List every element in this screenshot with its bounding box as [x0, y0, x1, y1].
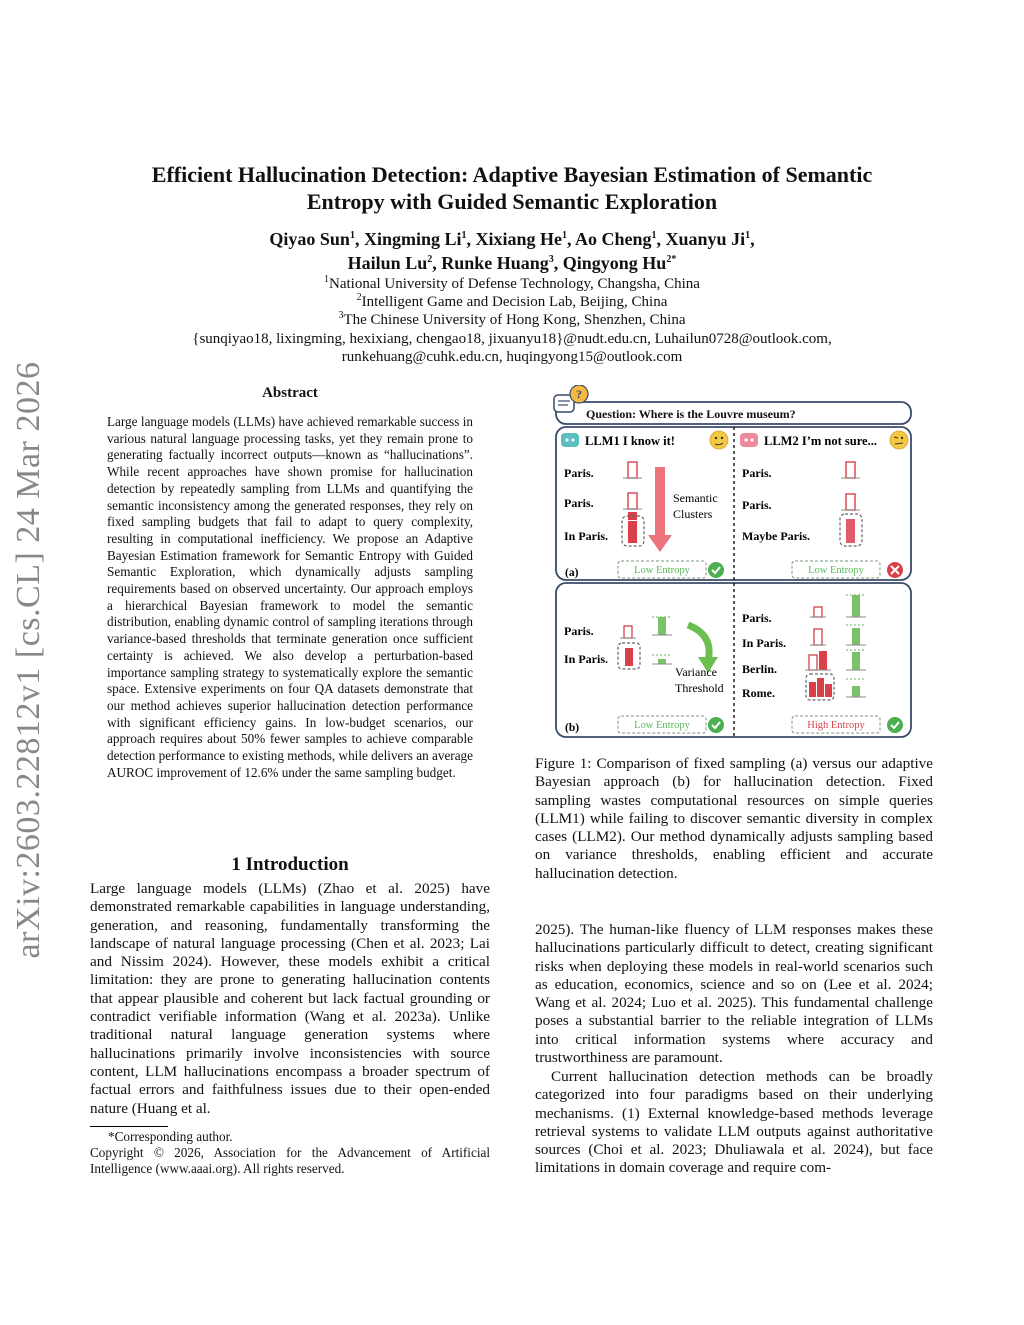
affiliation-1-text: National University of Defense Technology, Changsha, China: [329, 276, 700, 292]
b-llm1-result: Low Entropy: [634, 720, 690, 731]
author-name: Qingyong Hu: [562, 253, 667, 273]
a-llm2-result: Low Entropy: [808, 565, 864, 576]
author-affiliation-sup: 1: [745, 230, 751, 241]
b-llm2-answer-2: In Paris.: [742, 636, 787, 650]
authors-line2: Hailun Lu$^2$, Runke Huang$^3$, Qingyong $Hu^{2*}$: [347, 253, 677, 273]
a-llm2-answer-1: Paris.: [742, 466, 772, 480]
a-llm1-answer-2: Paris.: [564, 496, 594, 510]
paper-title-line2: Entropy with Guided Semantic Exploration: [306, 189, 718, 214]
panel-a-tag: (a): [565, 567, 579, 579]
author-name: Xingming Li: [363, 229, 462, 249]
llm2-bot-icon: [740, 433, 758, 447]
b-llm2-result: High Entropy: [807, 720, 865, 731]
figure-question: Question: Where is the Louvre museum?: [586, 407, 796, 421]
affiliation-3: [0, 311, 1024, 330]
affiliation-2: [0, 293, 1024, 312]
footnote-corresponding: *Corresponding author.: [108, 1129, 233, 1144]
abstract-body: Large language models (LLMs) have achieved remarkable success in various natural language processing tasks, yet they remain prone to generating factually incorrect outputs—known as “hallucinations”. While recent approaches have shown promise for hallucination detection by repeatedly sampling from LLMs and quantifying the semantic inconsistency among the generated responses, they rely on fixed sampling budgets that fail to adapt to query complexity, resulting in computational inefficiency. We propose an Adaptive Bayesian Estimation framework for Semantic Entropy with Guided Semantic Exploration, which dynamically adjusts sampling requirements based on observed uncertainty. Our approach employs a hierarchical Bayesian framework to model the semantic distribution, enabling dynamic control of sampling iterations through variance-based thresholds that terminate generation once sufficient certainty is achieved. We also develop a perturbation-based importance sampling strategy to systematically explore the semantic space. Extensive experiments on four QA datasets demonstrate that our method achieves superior hallucination detection performance with significant efficiency gains. In low-budget scenarios, our approach requires about 50% fewer samples to achieve comparable detection performance to existing methods, while delivers an average AUROC improvement of 12.6% under the same sampling budget.: [107, 414, 473, 780]
author-name: Runke Huang: [441, 253, 549, 273]
variance-label-2: Threshold: [675, 681, 724, 695]
affiliation-2-sup: 2: [356, 292, 362, 303]
panel-b-tag: (b): [565, 722, 580, 734]
cross-icon: [887, 562, 903, 578]
semantic-label-2: Clusters: [673, 507, 713, 521]
semantic-label-1: Semantic: [673, 491, 718, 505]
thinking-emoji-icon: [710, 431, 728, 449]
author-affiliation-sup: 2: [427, 254, 433, 265]
a-llm1-result: Low Entropy: [634, 565, 690, 576]
affiliation-2-text: Intelligent Game and Decision Lab, Beijing, China: [361, 294, 668, 310]
unsure-emoji-icon: [890, 431, 908, 449]
figure-1: [548, 385, 914, 740]
section-heading-introduction: 1 Introduction: [231, 854, 349, 875]
affiliation-3-text: The Chinese University of Hong Kong, Shenzhen, China: [343, 312, 686, 328]
authors-line1: Qiyao Sun$^1$, Xingming Li$^1$, Xixiang He$^1$, Ao Cheng$^1$, Xuanyu Ji$^1$,: [269, 229, 755, 249]
author-name: Hailun Lu: [347, 253, 428, 273]
author-affiliation-sup: 1: [651, 230, 657, 241]
author-affiliation-sup: 1: [461, 230, 467, 241]
author-emails-line2: runkehuang@cuhk.edu.cn, huqingyong15@outlook.com: [341, 349, 683, 365]
figure-1-caption: Figure 1: Comparison of fixed sampling (a) versus our adaptive Bayesian approach (b) for hallucination detection. Fixed sampling wastes computational resources on simple queries (LLM1) while failing to discover semantic diversity in complex cases (LLM2). Our method dynamically adjusts sampling based on variance thresholds, enabling efficient and accurate hallucination detection.: [535, 755, 933, 882]
footnote-rule: [90, 1126, 168, 1127]
author-affiliation-sup: 3: [548, 254, 554, 265]
b-llm1-answer-2: In Paris.: [564, 652, 609, 666]
author-affiliation-sup: 1: [562, 230, 567, 241]
intro-left-paragraph: Large language models (LLMs) (Zhao et al. 2025) have demonstrated remarkable capabilities in language understanding, generation, and reasoning, fundamentally transforming the landscape of natural language processing (Chen et al. 2023; Lai and Nissim 2024). However, these models exhibit a critical limitation: they are prone to generating hallucination contents that appear plausible and coherent but lack factual grounding or contradict verifiable information (Wang et al. 2023a). Unlike traditional natural language generation systems where hallucinations primarily involve inconsistencies with source content, LLM hallucinations encompass a broader spectrum of factual errors and faithfulness issues due to their open-ended nature (Huang et al.: [90, 880, 490, 1117]
paper-title-line1: Efficient Hallucination Detection: Adaptive Bayesian Estimation of Semantic: [151, 162, 873, 187]
variance-label-1: Variance: [675, 665, 717, 679]
llm1-bot-icon: [561, 433, 579, 447]
b-llm2-answer-1: Paris.: [742, 611, 772, 625]
check-icon: [887, 717, 903, 733]
affiliation-3-sup: 3: [338, 310, 344, 321]
author-name: Xixiang He: [475, 229, 562, 249]
llm2-label-a: LLM2 I’m not sure...: [764, 434, 877, 448]
a-llm2-answer-2: Paris.: [742, 498, 772, 512]
affiliation-1-sup: 1: [324, 274, 330, 285]
b-llm2-answer-3: Berlin.: [742, 662, 777, 676]
check-icon: [708, 717, 724, 733]
a-llm2-answer-3: Maybe Paris.: [742, 529, 810, 543]
author-name: Qiyao Sun: [269, 229, 350, 249]
intro-right-paragraph-2: Current hallucination detection methods can be broadly categorized into four paradigms based on their underlying mechanisms. (1) External knowledge-based methods leverage retrieval systems to validate LLM outputs against authoritative sources (Choi et al. 2023; Dhuliawala et al. 2024), but face limitations in domain coverage and require com-: [535, 1068, 933, 1177]
abstract-heading: Abstract: [262, 385, 318, 401]
llm1-label-a: LLM1 I know it!: [585, 434, 675, 448]
check-icon: [708, 562, 724, 578]
svg-text:?: ?: [576, 387, 582, 401]
intro-right-paragraph-1: 2025). The human-like fluency of LLM responses makes these hallucinations particularly difficult to detect, creating significant risks when deploying these models in real-world scenarios such as education, economics, science and so on (Lee et al. 2024; Wang et al. 2024; Luo et al. 2025). This fundamental challenge poses a substantial barrier to the reliable integration of LLMs into critical information systems where accuracy and trustworthiness are paramount.: [535, 921, 933, 1067]
author-name: Xuanyu Ji: [665, 229, 746, 249]
affiliation-1: [0, 275, 1024, 294]
footnote-copyright: Copyright © 2026, Association for the Advancement of Artificial Intelligence (www.aaai.org). All rights reserved.: [90, 1145, 490, 1177]
a-llm1-answer-3: In Paris.: [564, 529, 609, 543]
author-emails-line1: {sunqiyao18, lixingming, hexixiang, chengao18, jixuanyu18}@nudt.edu.cn, Luhailun0728@outlook.com,: [192, 331, 832, 347]
a-llm1-answer-1: Paris.: [564, 466, 594, 480]
b-llm1-answer-1: Paris.: [564, 624, 594, 638]
author-name: Ao Cheng: [575, 229, 652, 249]
b-llm2-answer-4: Rome.: [742, 686, 775, 700]
arxiv-identifier: arXiv:2603.22812v1 [cs.CL] 24 Mar 2026: [10, 361, 47, 959]
author-affiliation-sup: 2*: [666, 254, 677, 265]
author-affiliation-sup: 1: [349, 230, 355, 241]
